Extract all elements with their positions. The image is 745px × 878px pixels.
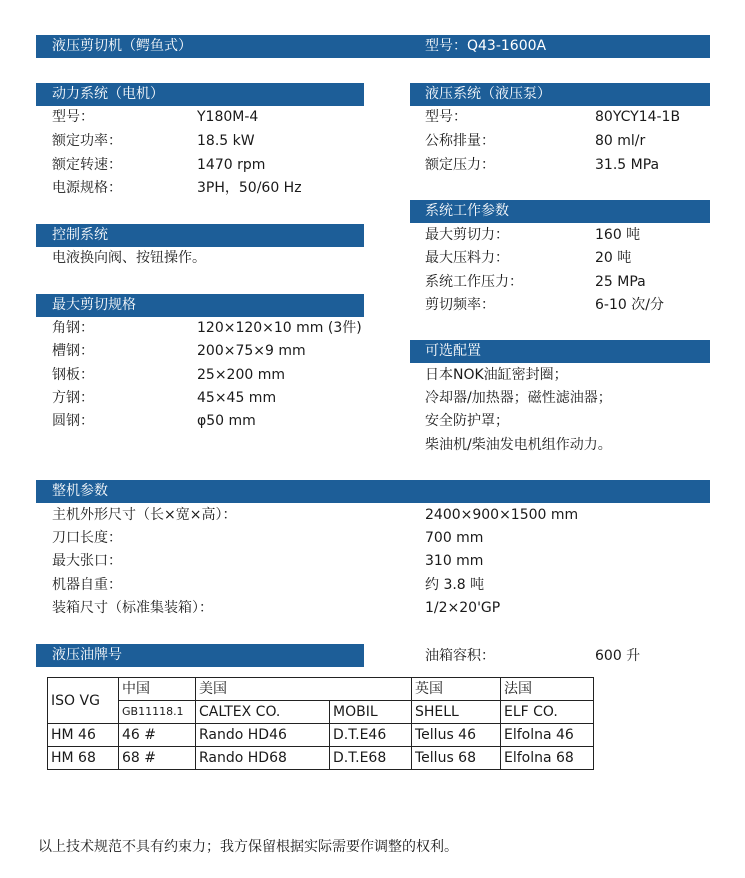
power-label-3: 电源规格： — [52, 180, 122, 196]
work-label-0: 最大剪切力： — [425, 227, 509, 243]
cut-label-2: 钢板： — [52, 367, 94, 383]
cut-value-4: φ50 mm — [197, 413, 256, 429]
work-label-2: 系统工作压力： — [425, 274, 523, 290]
hydraulic-value-1: 80 ml/r — [595, 133, 646, 149]
machine-value-2: 310 mm — [425, 553, 484, 569]
power-label-0: 型号： — [52, 109, 94, 125]
header-usa: 美国 — [196, 678, 412, 701]
cell-china: 46 # — [119, 724, 196, 747]
machine-label-1: 刀口长度： — [52, 530, 122, 546]
machine-value-1: 700 mm — [425, 530, 484, 546]
cut-value-2: 25×200 mm — [197, 367, 285, 383]
machine-label-3: 机器自重： — [52, 577, 122, 593]
hydraulic-value-2: 31.5 MPa — [595, 157, 660, 173]
work-params-title: 系统工作参数 — [425, 203, 509, 219]
table-row — [48, 747, 594, 770]
table-row — [48, 724, 594, 747]
disclaimer-text: 以上技术规范不具有约束力；我方保留根据实际需要作调整的权利。 — [38, 839, 458, 855]
control-system-text: 电液换向阀、按钮操作。 — [52, 250, 206, 266]
machine-params-title: 整机参数 — [52, 483, 108, 499]
cut-label-1: 槽钢： — [52, 343, 94, 359]
cut-label-3: 方钢： — [52, 390, 94, 406]
tank-capacity-label: 油箱容积： — [425, 648, 495, 664]
cell-iso: HM 68 — [48, 747, 119, 770]
subheader-elf: ELF CO. — [501, 701, 594, 724]
options-title: 可选配置 — [425, 343, 481, 359]
machine-value-0: 2400×900×1500 mm — [425, 507, 579, 523]
subheader-mobil: MOBIL — [330, 701, 412, 724]
power-system-title: 动力系统（电机） — [52, 86, 164, 102]
machine-params-bar — [36, 480, 710, 503]
cell-mobil: D.T.E46 — [330, 724, 412, 747]
power-value-2: 1470 rpm — [197, 157, 266, 173]
machine-value-4: 1/2×20'GP — [425, 600, 501, 616]
cell-caltex: Rando HD46 — [196, 724, 330, 747]
cell-elf: Elfolna 46 — [501, 724, 594, 747]
power-label-2: 额定转速： — [52, 157, 122, 173]
cell-shell: Tellus 46 — [412, 724, 501, 747]
machine-value-3: 约 3.8 吨 — [425, 577, 485, 593]
power-value-3: 3PH，50/60 Hz — [197, 180, 302, 196]
cell-mobil: D.T.E68 — [330, 747, 412, 770]
machine-label-4: 装箱尺寸（标准集装箱）： — [52, 600, 213, 616]
control-system-title: 控制系统 — [52, 227, 108, 243]
table-header-row — [48, 678, 594, 701]
header-uk: 英国 — [412, 678, 501, 701]
tank-capacity-value: 600 升 — [595, 648, 641, 664]
cell-caltex: Rando HD68 — [196, 747, 330, 770]
cell-iso: HM 46 — [48, 724, 119, 747]
page-title: 液压剪切机（鳄鱼式） — [52, 38, 192, 54]
subheader-caltex: CALTEX CO. — [196, 701, 330, 724]
oil-grade-title: 液压油牌号 — [52, 647, 122, 663]
work-value-3: 6-10 次/分 — [595, 297, 664, 313]
cut-value-3: 45×45 mm — [197, 390, 277, 406]
hydraulic-label-1: 公称排量： — [425, 133, 495, 149]
cell-shell: Tellus 68 — [412, 747, 501, 770]
cut-value-0: 120×120×10 mm (3件) — [197, 320, 362, 336]
hydraulic-value-0: 80YCY14-1B — [595, 109, 681, 125]
power-value-1: 18.5 kW — [197, 133, 255, 149]
model-number: 型号：Q43-1600A — [425, 38, 547, 54]
work-label-3: 剪切频率： — [425, 297, 495, 313]
hydraulic-label-0: 型号： — [425, 109, 467, 125]
hydraulic-label-2: 额定压力： — [425, 157, 495, 173]
table-subheader-row — [48, 701, 594, 724]
cut-label-0: 角钢： — [52, 320, 94, 336]
work-value-0: 160 吨 — [595, 227, 641, 243]
power-value-0: Y180M-4 — [197, 109, 259, 125]
max-cut-title: 最大剪切规格 — [52, 297, 136, 313]
cell-elf: Elfolna 68 — [501, 747, 594, 770]
header-china: 中国 — [119, 678, 196, 701]
cut-label-4: 圆钢： — [52, 413, 94, 429]
work-label-1: 最大压料力： — [425, 250, 509, 266]
hydraulic-system-title: 液压系统（液压泵） — [425, 86, 551, 102]
subheader-gb: GB11118.1 — [119, 701, 196, 724]
header-france: 法国 — [501, 678, 594, 701]
cell-china: 68 # — [119, 747, 196, 770]
machine-label-0: 主机外形尺寸（长×宽×高）： — [52, 507, 237, 523]
cut-value-1: 200×75×9 mm — [197, 343, 306, 359]
subheader-shell: SHELL — [412, 701, 501, 724]
option-line-3: 柴油机/柴油发电机组作动力。 — [425, 437, 612, 453]
option-line-1: 冷却器/加热器；磁性滤油器； — [425, 390, 612, 406]
work-value-1: 20 吨 — [595, 250, 632, 266]
header-iso-vg: ISO VG — [48, 678, 119, 724]
work-value-2: 25 MPa — [595, 274, 646, 290]
option-line-2: 安全防护罩； — [425, 413, 509, 429]
oil-grade-table — [47, 677, 594, 770]
machine-label-2: 最大张口： — [52, 553, 122, 569]
option-line-0: 日本NOK油缸密封圈； — [425, 367, 568, 383]
power-label-1: 额定功率： — [52, 133, 122, 149]
